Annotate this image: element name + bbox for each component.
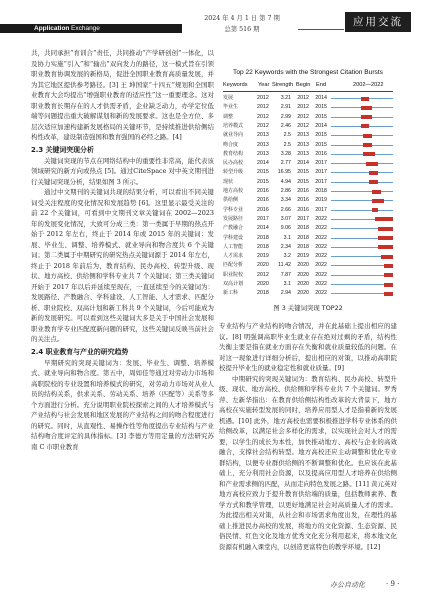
burst-end: 2014: [315, 95, 327, 101]
burst-begin: 2020: [297, 262, 309, 269]
burst-begin: 2019: [297, 253, 309, 260]
burst-strength: 2.94: [280, 290, 291, 297]
burst-begin: 2013: [297, 150, 309, 157]
timeline-bar: [331, 210, 393, 211]
col-year: Year: [258, 82, 270, 88]
figure-caption: 图 3 关键词突现 TOP22: [273, 304, 343, 312]
burst-year: 2018: [257, 234, 269, 241]
burst-end: 2019: [315, 197, 327, 204]
burst-keyword: 双高计划: [223, 281, 244, 287]
burst-keyword: 发展路径: [223, 215, 244, 222]
burst-year: 2016: [257, 206, 269, 213]
col-keywords: Keywords: [223, 82, 248, 88]
burst-year: 2017: [257, 215, 269, 222]
burst-year: 2012: [257, 113, 269, 120]
timeline-bar: [331, 163, 393, 164]
burst-segment: [361, 106, 373, 110]
burst-year: 2019: [257, 253, 269, 260]
burst-begin: 2015: [297, 169, 309, 176]
burst-row: [223, 215, 393, 224]
burst-begin: 2020: [297, 281, 309, 287]
burst-keyword: 教育结构: [223, 150, 244, 157]
burst-year: 2016: [257, 188, 269, 194]
burst-strength: 2.99: [280, 113, 291, 120]
burst-end: 2015: [315, 113, 327, 120]
burst-keyword: 发展: [223, 95, 234, 101]
burst-strength: 3.34: [280, 197, 291, 204]
burst-figure: [223, 45, 393, 312]
footer-magazine: 办公自动化: [330, 581, 365, 589]
paragraph: 早期研究的突现关键词为：发展、毕业生、调整、培养模式、就业导向和物合度。第五中，周如佳等通过对劳动力市场和高职院校的专业设置和培养模式的研究，对劳动力市场对从业人员的结构关系，供求关系、劳动关系、培养（匹配等）关系等多个方面进行分析。充分说明职业院校探索之间的人才培养模式与产业结构与社会发展和地区发展的产业结构之间的吻合程度进行的研究。同时，从直观性、易操作性等角度提出专业结构与产业结构吻合度评定的具体指标。[3] 李德方等用定量的方法研究苏南 C 市职业教育: [31, 358, 214, 451]
burst-begin: 2017: [297, 215, 309, 222]
col-span: 2002—2022: [353, 82, 384, 88]
burst-strength: 3.28: [280, 150, 291, 157]
col-begin: Begin: [296, 82, 311, 88]
burst-strength: 3.07: [280, 215, 291, 222]
burst-keyword: 地方高校: [223, 188, 244, 194]
burst-begin: 2016: [297, 206, 309, 213]
section-heading: 2.4 职业教育与产业的研究趋势: [31, 347, 129, 356]
burst-strength: 2.66: [280, 206, 291, 213]
burst-segment: [378, 245, 393, 249]
burst-begin: 2012: [297, 95, 309, 101]
burst-year: 2013: [257, 150, 269, 157]
burst-row: [223, 159, 393, 168]
left-column: [31, 48, 214, 452]
burst-end: 2022: [315, 243, 327, 250]
burst-year: 2012: [257, 271, 269, 278]
burst-strength: 7.87: [280, 271, 291, 278]
burst-segment: [384, 264, 393, 268]
burst-keyword: 供给侧: [223, 197, 239, 204]
burst-segment: [384, 283, 393, 287]
page-number: · 9 ·: [386, 580, 400, 588]
col-strength: Strength: [272, 82, 294, 88]
burst-end: 2022: [315, 225, 327, 232]
burst-row: [223, 206, 393, 215]
burst-segment: [361, 115, 373, 119]
burst-begin: 2015: [297, 178, 309, 185]
burst-end: 2022: [315, 215, 327, 222]
burst-keyword: 新工科: [223, 290, 239, 297]
paragraph: 通过中文期刊的关键词共现的结果分析，可以看出不同关键词受关注程度的变化情况和发展趋势 [6]。这里显示最受关注的前 22 个关键词，可看到中文期刊文章关键词在 2002—2023 年的发展变化情况，大致可分成三类：第一类属于早期的热点开始于 2012 年左右，终止于 2014 年或 2015 年的关键词：发展、毕业生、调整、培养模式、就业导向和物合度共 6 个关键词；第二类属于中期研究的研究热点关键词源于 2014 年左右，终止于 2018 年前后为，教育结构、民办高校、转型升级、现状、地方高校、供给侧和学科专业共 7 个关键词；第三类关键词开始于 2017 年以后并延续至现在，一直延续至今的关键词为：发展路径、产教融合、学科建设、人工智能、人才需求、匹配分析、职业院校、双高计划和新工科共 9 个关键词，今后可能成为新的发展研究。可以看到这些关键词大多是关于中国社会发展和职业教育学专业匹配度新问题的研究，这些关键词反映当前社会的关注点。: [31, 188, 214, 343]
burst-end: 2017: [315, 169, 327, 176]
burst-year: 2015: [257, 178, 269, 185]
header-tag-application: Application: [34, 25, 70, 32]
burst-end: 2015: [315, 141, 327, 148]
burst-strength: 2.86: [280, 188, 291, 194]
burst-keyword: 人工智能: [223, 243, 244, 250]
burst-segment: [378, 227, 393, 231]
burst-begin: 2016: [297, 197, 309, 204]
burst-row: [223, 113, 393, 122]
burst-strength: 2.77: [280, 160, 291, 167]
figure-rule: [223, 91, 393, 92]
burst-row: [223, 187, 393, 196]
burst-segment: [363, 134, 372, 138]
burst-begin: 2014: [297, 160, 309, 167]
burst-year: 2013: [257, 132, 269, 139]
burst-keyword: 产教融合: [223, 225, 244, 232]
burst-begin: 2013: [297, 141, 309, 148]
burst-keyword: 培养模式: [223, 122, 244, 129]
header-rule: [298, 29, 344, 30]
burst-row: [223, 271, 393, 280]
burst-end: 2014: [315, 122, 327, 129]
burst-begin: 2016: [297, 188, 309, 194]
burst-segment: [375, 217, 393, 221]
figure-title: Top 22 Keywords with the Strongest Citation Bursts: [233, 69, 383, 76]
burst-keyword: 学科专业: [223, 206, 244, 213]
burst-segment: [361, 97, 370, 101]
burst-keyword: 调整: [223, 113, 234, 120]
burst-strength: 4.94: [280, 178, 291, 185]
burst-segment: [361, 124, 370, 128]
burst-segment: [372, 199, 384, 203]
burst-strength: 9.06: [280, 225, 291, 232]
issue-total: 总第 516 期: [224, 26, 260, 33]
burst-keyword: 转型升级: [223, 169, 244, 176]
burst-end: 2022: [315, 234, 327, 241]
burst-year: 2012: [257, 95, 269, 101]
burst-strength: 2.91: [280, 104, 291, 111]
burst-end: 2017: [315, 206, 327, 213]
burst-end: 2022: [315, 262, 327, 269]
burst-begin: 2018: [297, 234, 309, 241]
burst-row: [223, 131, 393, 140]
burst-segment: [369, 171, 378, 175]
burst-strength: 16.95: [277, 169, 291, 176]
burst-row: [223, 261, 393, 270]
header-tag-exchange: Exchange: [71, 25, 100, 32]
burst-keyword: 毕业生: [223, 104, 239, 111]
burst-end: 2022: [315, 271, 327, 278]
burst-segment: [384, 292, 393, 296]
burst-begin: 2012: [297, 122, 309, 129]
timeline-bar: [331, 172, 393, 173]
burst-year: 2018: [257, 290, 269, 297]
burst-strength: 3.1: [283, 234, 291, 241]
burst-strength: 2.46: [280, 122, 291, 129]
burst-end: 2016: [315, 150, 327, 157]
timeline-bar: [331, 145, 393, 146]
burst-strength: 3.2: [283, 253, 291, 260]
column-title: 应用交流: [345, 12, 411, 32]
burst-year: 2014: [257, 225, 269, 232]
burst-keyword: 就业导向: [223, 132, 244, 139]
burst-keyword: 民办高校: [223, 160, 244, 167]
burst-keyword: 吻合度: [223, 141, 239, 148]
burst-segment: [381, 255, 393, 259]
burst-row: [223, 94, 393, 103]
burst-segment: [372, 208, 378, 212]
burst-strength: 2.5: [283, 141, 291, 148]
burst-keyword: 学科建设: [223, 234, 244, 241]
burst-row: [223, 103, 393, 112]
burst-end: 2022: [315, 290, 327, 297]
burst-segment: [372, 190, 381, 194]
burst-row: [223, 168, 393, 177]
burst-strength: 3.1: [283, 281, 291, 287]
timeline-bar: [331, 182, 393, 183]
paragraph: 中期研究的突现关键词为：教育结构、民办高校、转型升级、现状、地方高校、供给侧和学科专业共 7 个关键词。罗秀萍、左新华指出：在教育供给侧结构性改革的大背景下，地方高校在实施转型发展的同时，培养应用型人才是指着新的发展机遇。[10] 此外，地方高校也需要积极推进学科专业体系的供给侧改革，以满足社会多样化的需求，以实现社会对人才的需要，以学生的成长为本性，加快推动地方、高校与企业的高效融合，支撑社会结构转型。地方高校还应主动调整和优化专业群结构，以便专业群供给侧的不断调整和优化。也应该在此基础上，充分利用社会资源，以及提高应用型人才培养在供给侧和产业需求侧的匹配，从而走向特色发展之路。[11] 黄元英对地方高校应致力于提升教育供给端的质量，包括教师素养、教学方式和教学管理，以更好地满足社会对高质量人才的需求。为此提出相关对策，从社会和市场需求角度出发，在理性的基础上推进民办高校的发展，将地方的文化资源、生态资源、民俗民情、红色文化及地方优秀文化充分利用起来，将本地文化资源有机融入课堂内，以创造更富特色的教学环境。[12]: [219, 374, 397, 551]
burst-row: [223, 178, 393, 187]
burst-segment: [363, 143, 372, 147]
burst-end: 2017: [315, 160, 327, 167]
paragraph: 关键词突现的节点在网络结构中的重要性非常高，能代表该领域研究的新方向或热点 [5]。通过CiteSpace 对中英文期刊进行关键词突现分析，结果如图 3 所示。: [31, 156, 214, 186]
paragraph: 专业结构与产业结构的吻合情况，并在此基础上提出相应的建议。[8] 明强调高职毕业生就业存在绝对过剩的矛盾，结构性失衡主要是指在就业方面存在失衡和就业质量较低的问题。在对这一现象进行详细分析后，提出相应的对策，以推动高职院校提升毕业生的就业稳定性和就业质量。[9]: [219, 322, 397, 372]
burst-begin: 2020: [297, 290, 309, 297]
burst-begin: 2018: [297, 225, 309, 232]
burst-end: 2017: [315, 178, 327, 185]
burst-segment: [363, 152, 375, 156]
burst-row: [223, 243, 393, 252]
timeline-bar: [331, 135, 393, 136]
burst-end: 2018: [315, 188, 327, 194]
burst-end: 2022: [315, 281, 327, 287]
burst-keyword: 人才需求: [223, 253, 244, 260]
col-end: End: [316, 82, 326, 88]
burst-strength: 11.42: [278, 262, 291, 269]
burst-segment: [366, 162, 378, 166]
burst-begin: 2018: [297, 243, 309, 250]
burst-strength: 2.34: [280, 243, 291, 250]
burst-year: 2016: [257, 197, 269, 204]
burst-year: 2015: [257, 169, 269, 176]
burst-year: 2018: [257, 243, 269, 250]
burst-year: 2014: [257, 160, 269, 167]
burst-row: [223, 252, 393, 261]
burst-begin: 2013: [297, 132, 309, 139]
timeline-bar: [331, 154, 393, 155]
burst-strength: 2.5: [283, 132, 291, 139]
burst-row: [223, 234, 393, 243]
burst-end: 2022: [315, 253, 327, 260]
paragraph: 共，共同承担“育训合”责任，共同推动“产学研创创”一体化，以及协力实施“引入”和“输出”双向发力的路径，这一模式旨在引领职业教育协调发展的新格局，促进全国职业教育高质量发展，并为其它地区提供参考路径。[3] 王 坤国家“十四五”规划和全国职业教育大会均提出“增强职业教育的适应性”这一重要理念。这对职业教育长期存在的人才供需矛盾，企业缺乏动力，办学定位低端等问题提出重大破解谋划和新的发展要求。这也是全方位、多层次适应加速构建新发展格局的关键环节，是持续推进供给侧结构性改革，建设制造强国和教育强国的必经之路。[4]: [31, 49, 214, 141]
burst-begin: 2020: [297, 271, 309, 278]
burst-row: [223, 280, 393, 289]
burst-row: [223, 150, 393, 159]
burst-end: 2015: [315, 132, 327, 139]
right-column: [219, 321, 397, 552]
burst-row: [223, 196, 393, 205]
burst-begin: 2012: [297, 104, 309, 111]
burst-year: 2013: [257, 141, 269, 148]
burst-keyword: 现状: [223, 178, 234, 185]
timeline-bar: [331, 191, 393, 192]
burst-year: 2020: [257, 281, 269, 287]
burst-segment: [378, 236, 393, 240]
burst-row: [223, 141, 393, 150]
burst-year: 2012: [257, 122, 269, 129]
burst-strength: 3.21: [280, 95, 291, 101]
burst-keyword: 匹配分析: [223, 262, 244, 269]
burst-end: 2015: [315, 104, 327, 111]
burst-row: [223, 289, 393, 298]
burst-row: [223, 122, 393, 131]
issue-date: 2024 年 4 月 1 日 第 7 期: [204, 15, 280, 22]
section-heading: 2.3 关键词突现分析: [31, 145, 94, 154]
burst-row: [223, 224, 393, 233]
burst-segment: [384, 273, 393, 277]
burst-begin: 2012: [297, 113, 309, 120]
burst-year: 2020: [257, 262, 269, 269]
burst-year: 2012: [257, 104, 269, 111]
burst-keyword: 职业院校: [223, 271, 244, 278]
burst-segment: [369, 180, 378, 184]
